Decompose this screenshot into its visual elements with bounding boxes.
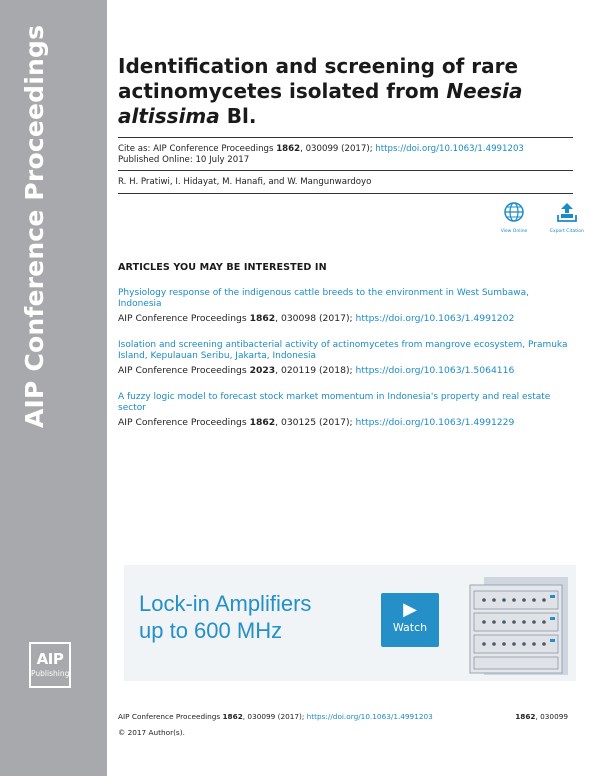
view-online-label: View Online (500, 229, 528, 234)
title-part1: Identification and screening of rare actinomycetes isolated from (118, 54, 519, 103)
watch-button[interactable] (381, 593, 439, 647)
title-part2: Bl. (219, 104, 257, 128)
related-article-citation (118, 312, 573, 325)
title-species: Neesia altissima (118, 79, 523, 128)
logo-publishing-text: Publishing (31, 669, 70, 678)
divider (118, 137, 573, 138)
view-online-button[interactable] (496, 201, 532, 234)
cite-line (118, 144, 524, 155)
citation-prefix: AIP Conference Proceedings (118, 313, 250, 324)
advertisement-banner[interactable] (124, 565, 576, 681)
citation-doi-link[interactable]: https://doi.org/10.1063/1.4991229 (355, 417, 515, 428)
paper-title (118, 54, 538, 129)
cite-doi-link[interactable]: https://doi.org/10.1063/1.4991203 (375, 144, 524, 154)
footer-cite-prefix: AIP Conference Proceedings (118, 712, 223, 721)
citation-doi-link[interactable]: https://doi.org/10.1063/1.4991202 (355, 313, 515, 324)
ad-line1: Lock-in Amplifiers (139, 591, 312, 616)
globe-icon (503, 201, 525, 223)
authors: R. H. Pratiwi, I. Hidayat, M. Hanafi, and W. Mangunwardoyo (118, 177, 372, 187)
related-article (118, 340, 573, 377)
logo-aip-text: AIP (36, 650, 64, 668)
journal-vertical-title: AIP Conference Proceedings (20, 24, 49, 428)
play-icon: ▶ (403, 599, 417, 620)
footer-page-volume: 1862 (515, 712, 536, 721)
upload-icon (555, 201, 579, 223)
sidebar (0, 0, 107, 776)
citation-doi-link[interactable]: https://doi.org/10.1063/1.5064116 (355, 365, 515, 376)
related-article (118, 288, 573, 325)
watch-label: Watch (392, 621, 428, 634)
instrument-rack-image (464, 573, 574, 679)
ad-headline (139, 590, 311, 644)
related-article-title[interactable]: Isolation and screening antibacterial activity of actinomycetes from mangrove ecosystem, Pramuka Island, Kepulauan Seribu, Jakarta, Indonesia (118, 340, 568, 361)
citation-volume: 1862 (249, 417, 276, 428)
citation-rest: , 030098 (2017); (275, 313, 356, 324)
export-citation-button[interactable] (547, 201, 587, 234)
footer-cite-volume: 1862 (222, 712, 243, 721)
citation-volume: 1862 (249, 313, 276, 324)
cite-rest: , 030099 (2017); (300, 144, 376, 154)
divider (118, 170, 573, 171)
footer-copyright: © 2017 Author(s). (118, 728, 185, 737)
footer-cite-rest: , 030099 (2017); (242, 712, 307, 721)
related-article-title[interactable]: A fuzzy logic model to forecast stock market momentum in Indonesia's property and real estate sector (118, 392, 551, 413)
related-article-citation (118, 416, 573, 429)
related-article (118, 392, 573, 429)
citation-volume: 2023 (249, 365, 276, 376)
related-article-citation (118, 364, 573, 377)
cite-prefix: Cite as: AIP Conference Proceedings (118, 144, 277, 154)
related-articles-heading: ARTICLES YOU MAY BE INTERESTED IN (118, 262, 327, 273)
citation-rest: , 030125 (2017); (275, 417, 356, 428)
published-date: Published Online: 10 July 2017 (118, 155, 250, 165)
citation-rest: , 020119 (2018); (275, 365, 356, 376)
aip-publishing-logo[interactable] (29, 642, 71, 688)
divider (118, 193, 573, 194)
footer-doi-link[interactable]: https://doi.org/10.1063/1.4991203 (306, 712, 433, 721)
cite-volume: 1862 (276, 144, 301, 154)
related-article-title[interactable]: Physiology response of the indigenous cattle breeds to the environment in West Sumbawa, Indonesia (118, 288, 529, 309)
footer-page-number (515, 712, 568, 721)
citation-prefix: AIP Conference Proceedings (118, 365, 250, 376)
export-citation-label: Export Citation (550, 229, 584, 234)
ad-line2: up to 600 MHz (139, 618, 283, 643)
citation-prefix: AIP Conference Proceedings (118, 417, 250, 428)
footer-page-id: , 030099 (535, 712, 568, 721)
footer-citation (118, 712, 433, 721)
